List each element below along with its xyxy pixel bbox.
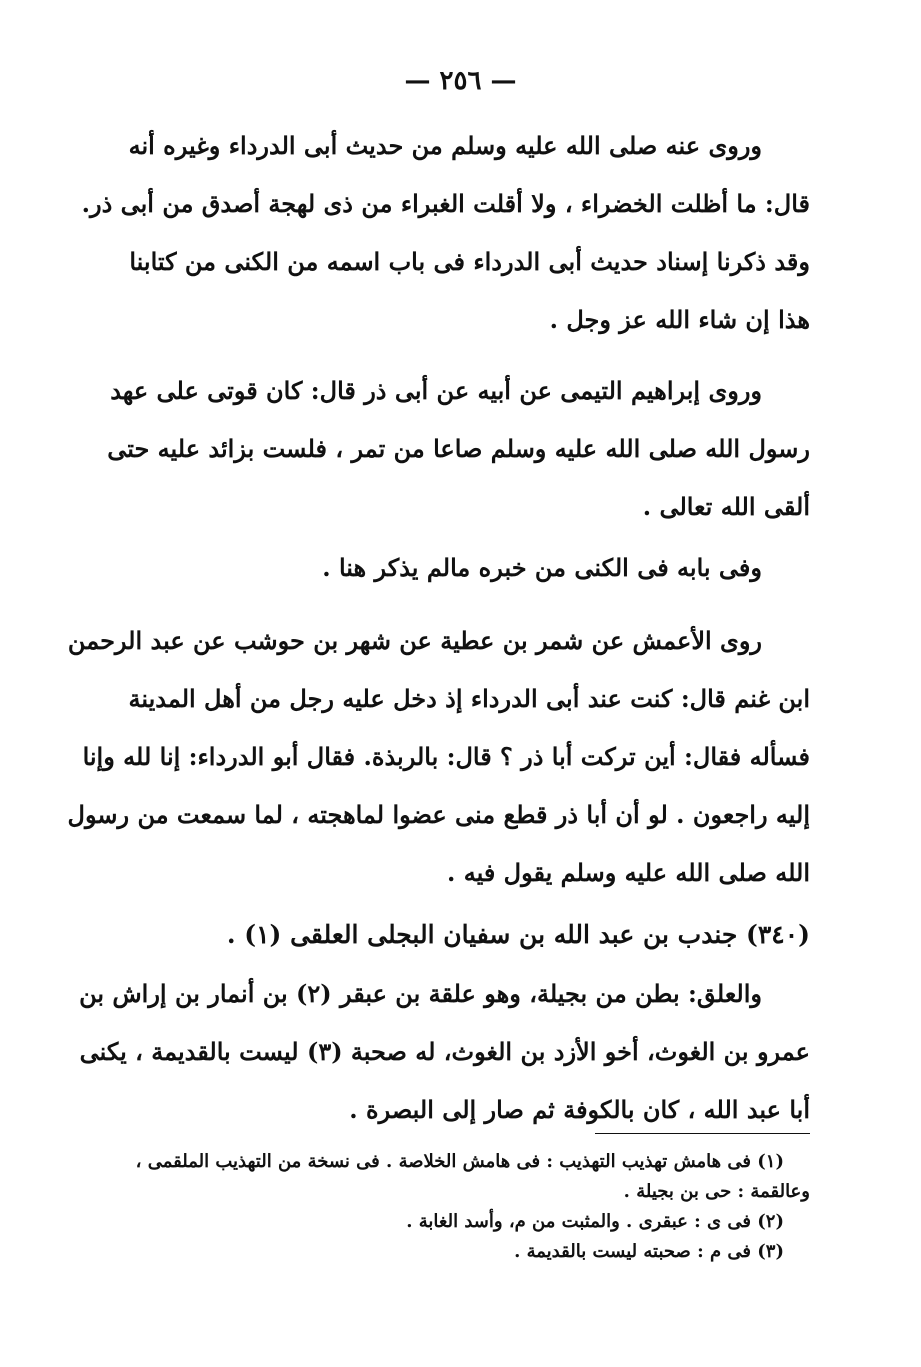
text-line: فسأله فقال: أين تركت أبا ذر ؟ قال: بالربذة. فقال أبو الدرداء: إنا لله وإنا [82, 742, 810, 771]
footnotes [135, 1147, 810, 1267]
paragraph-1 [81, 117, 810, 349]
text-line: قال: ما أظلت الخضراء ، ولا أقلت الغبراء من ذى لهجة أصدق من أبى ذر. [81, 189, 810, 218]
text-line: رسول الله صلى الله عليه وسلم صاعا من تمر ، فلست بزائد عليه حتى [107, 434, 810, 463]
entry-paragraph [79, 965, 810, 1139]
text-line: إليه راجعون . لو أن أبا ذر قطع منى عضوا لماهجته ، لما سمعت من رسول [67, 800, 810, 829]
text-line: وقد ذكرنا إسناد حديث أبى الدرداء فى باب اسمه من الكنى من كتابنا [129, 247, 810, 276]
text-line: ألقى الله تعالى . [642, 492, 810, 521]
text-line: وروى إبراهيم التيمى عن أبيه عن أبى ذر قال: كان قوتى على عهد [110, 376, 762, 405]
footnote-line: (١) فى هامش تهذيب التهذيب : فى هامش الخلاصة . فى نسخة من التهذيب الملقمى ، [135, 1151, 784, 1172]
text-line: روى الأعمش عن شمر بن عطية عن شهر بن حوشب عن عبد الرحمن [67, 626, 762, 655]
text-line: أبا عبد الله ، كان بالكوفة ثم صار إلى البصرة . [349, 1095, 810, 1124]
text-line: وفى بابه فى الكنى من خبره مالم يذكر هنا . [322, 553, 762, 582]
footnote-line: (٣) فى م : صحبته ليست بالقديمة . [514, 1241, 784, 1262]
footnote-line: وعالقمة : حى بن بجيلة . [623, 1181, 810, 1202]
text-line: والعلق: بطن من بجيلة، وهو علقة بن عبقر (٢) بن أنمار بن إراش بن [79, 979, 762, 1008]
footnote-line: (٢) فى ى : عبقرى . والمثبت من م، وأسد الغابة . [406, 1211, 784, 1232]
paragraph-2 [107, 362, 810, 536]
footnote-divider [595, 1133, 810, 1134]
text-line: وروى عنه صلى الله عليه وسلم من حديث أبى الدرداء وغيره أنه [128, 131, 762, 160]
text-line: الله صلى الله عليه وسلم يقول فيه . [447, 858, 810, 887]
paragraph-3 [130, 539, 810, 597]
text-line: هذا إن شاء الله عز وجل . [549, 305, 810, 334]
page-number: — ٢٥٦ — [404, 66, 517, 96]
paragraph-4 [67, 612, 810, 902]
text-line: عمرو بن الغوث، أخو الأزد بن الغوث، له صحبة (٣) ليست بالقديمة ، يكنى [79, 1037, 810, 1066]
text-line: ابن غنم قال: كنت عند أبى الدرداء إذ دخل عليه رجل من أهل المدينة [128, 684, 810, 713]
entry-heading: (٣٤٠) جندب بن عبد الله بن سفيان البجلى العلقى (١) . [226, 920, 810, 949]
